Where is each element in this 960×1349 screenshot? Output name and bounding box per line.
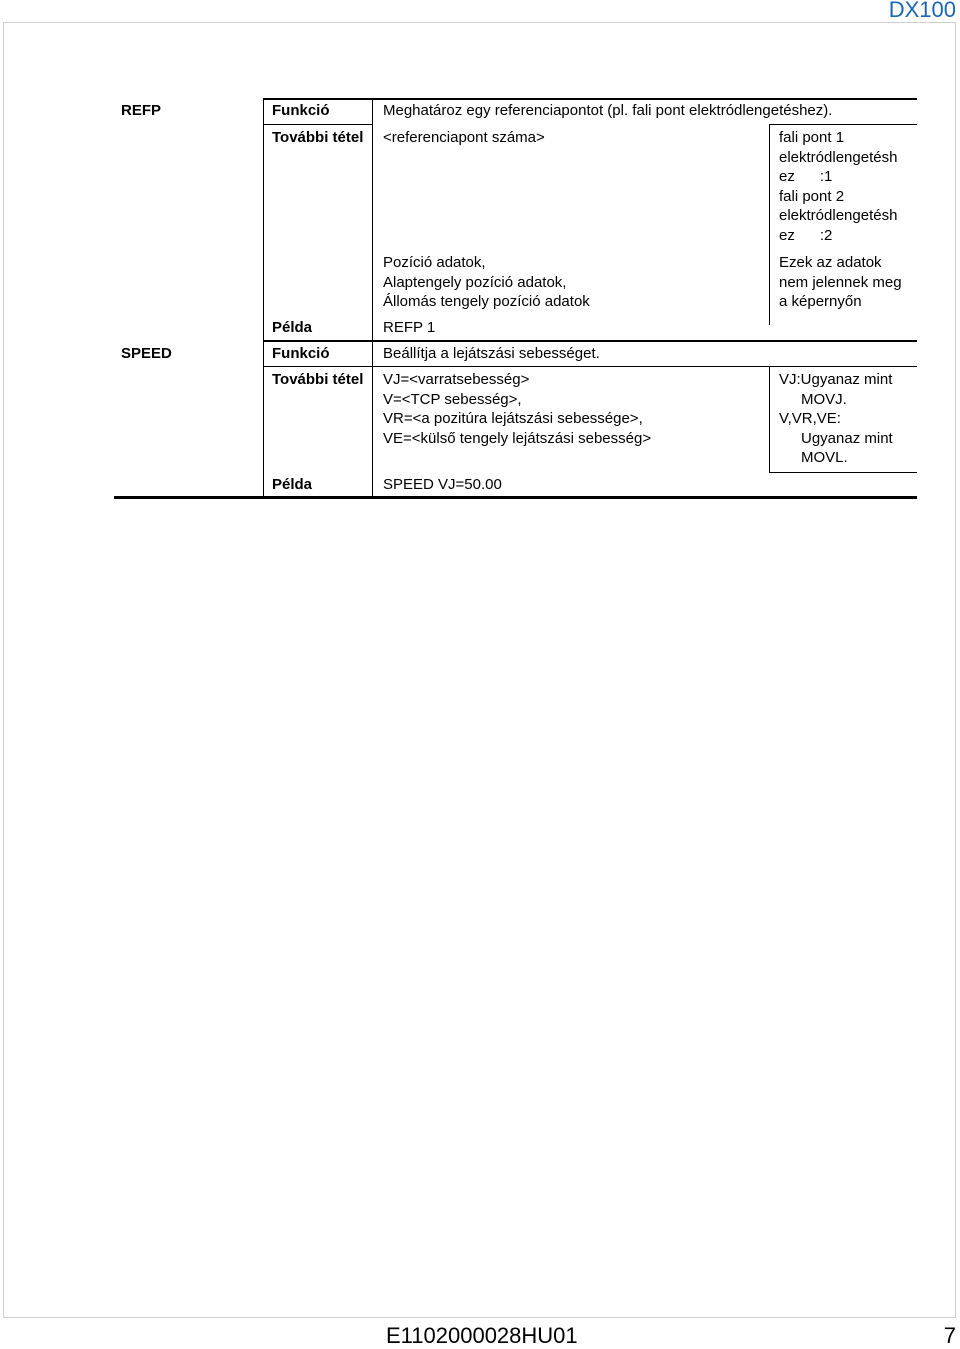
row-note: elektródlengetésh: [779, 148, 898, 166]
page-number: 7: [943, 1323, 956, 1348]
row-note: Ugyanaz mint: [801, 429, 893, 447]
table-vrule-note: [769, 367, 770, 473]
row-note: VJ:Ugyanaz mint: [779, 371, 893, 388]
row-description: VR=<a pozitúra lejátszási sebessége>,: [383, 410, 643, 428]
row-label: Példa: [272, 476, 313, 493]
row-label: Példa: [272, 319, 313, 336]
row-description: VE=<külső tengely lejátszási sebesség>: [383, 429, 652, 447]
table-rule-top: [263, 98, 917, 100]
table-rule-note: [263, 124, 372, 125]
table-rule-note: [769, 124, 917, 125]
row-description: V=<TCP sebesség>,: [383, 390, 522, 408]
row-description: Meghatároz egy referenciapontot (pl. fali pont elektródlengetéshez).: [383, 102, 833, 119]
row-description: Pozíció adatok,: [383, 254, 486, 271]
row-description: Beállítja a lejátszási sebességet.: [383, 345, 600, 362]
row-label: További tétel: [272, 129, 364, 146]
instruction-name: SPEED: [121, 345, 172, 362]
table-vrule-label: [372, 99, 373, 498]
table-rule-middle: [263, 340, 917, 342]
row-note: elektródlengetésh: [779, 207, 898, 225]
row-description: Állomás tengely pozíció adatok: [383, 293, 590, 311]
row-description: SPEED VJ=50.00: [383, 476, 502, 493]
table-rule-bottom: [114, 496, 917, 499]
instruction-name: REFP: [121, 102, 162, 119]
row-label: További tétel: [272, 371, 364, 388]
row-note: ez :1: [779, 168, 833, 186]
row-label: Funkció: [272, 102, 330, 119]
table-rule-note: [769, 472, 917, 473]
row-note: a képernyőn: [779, 293, 862, 311]
row-description: Alaptengely pozíció adatok,: [383, 273, 567, 291]
row-label: Funkció: [272, 345, 330, 362]
row-note: MOVL.: [801, 449, 848, 467]
manual-title: DX100: [888, 0, 956, 22]
row-note: fali pont 1: [779, 129, 845, 146]
table-rule-note: [263, 366, 917, 367]
row-note: ez :2: [779, 227, 833, 244]
row-description: REFP 1: [383, 319, 436, 336]
row-note: Ezek az adatok: [779, 254, 882, 271]
row-description: VJ=<varratsebesség>: [383, 371, 530, 388]
table-vrule-left: [263, 99, 264, 498]
table-vrule-note: [769, 125, 770, 325]
row-description: <referenciapont száma>: [383, 129, 545, 146]
row-note: V,VR,VE:: [779, 410, 841, 428]
document-code: E1102000028HU01: [386, 1323, 578, 1348]
row-note: MOVJ.: [801, 390, 847, 408]
row-note: nem jelennek meg: [779, 273, 902, 291]
row-note: fali pont 2: [779, 187, 845, 205]
